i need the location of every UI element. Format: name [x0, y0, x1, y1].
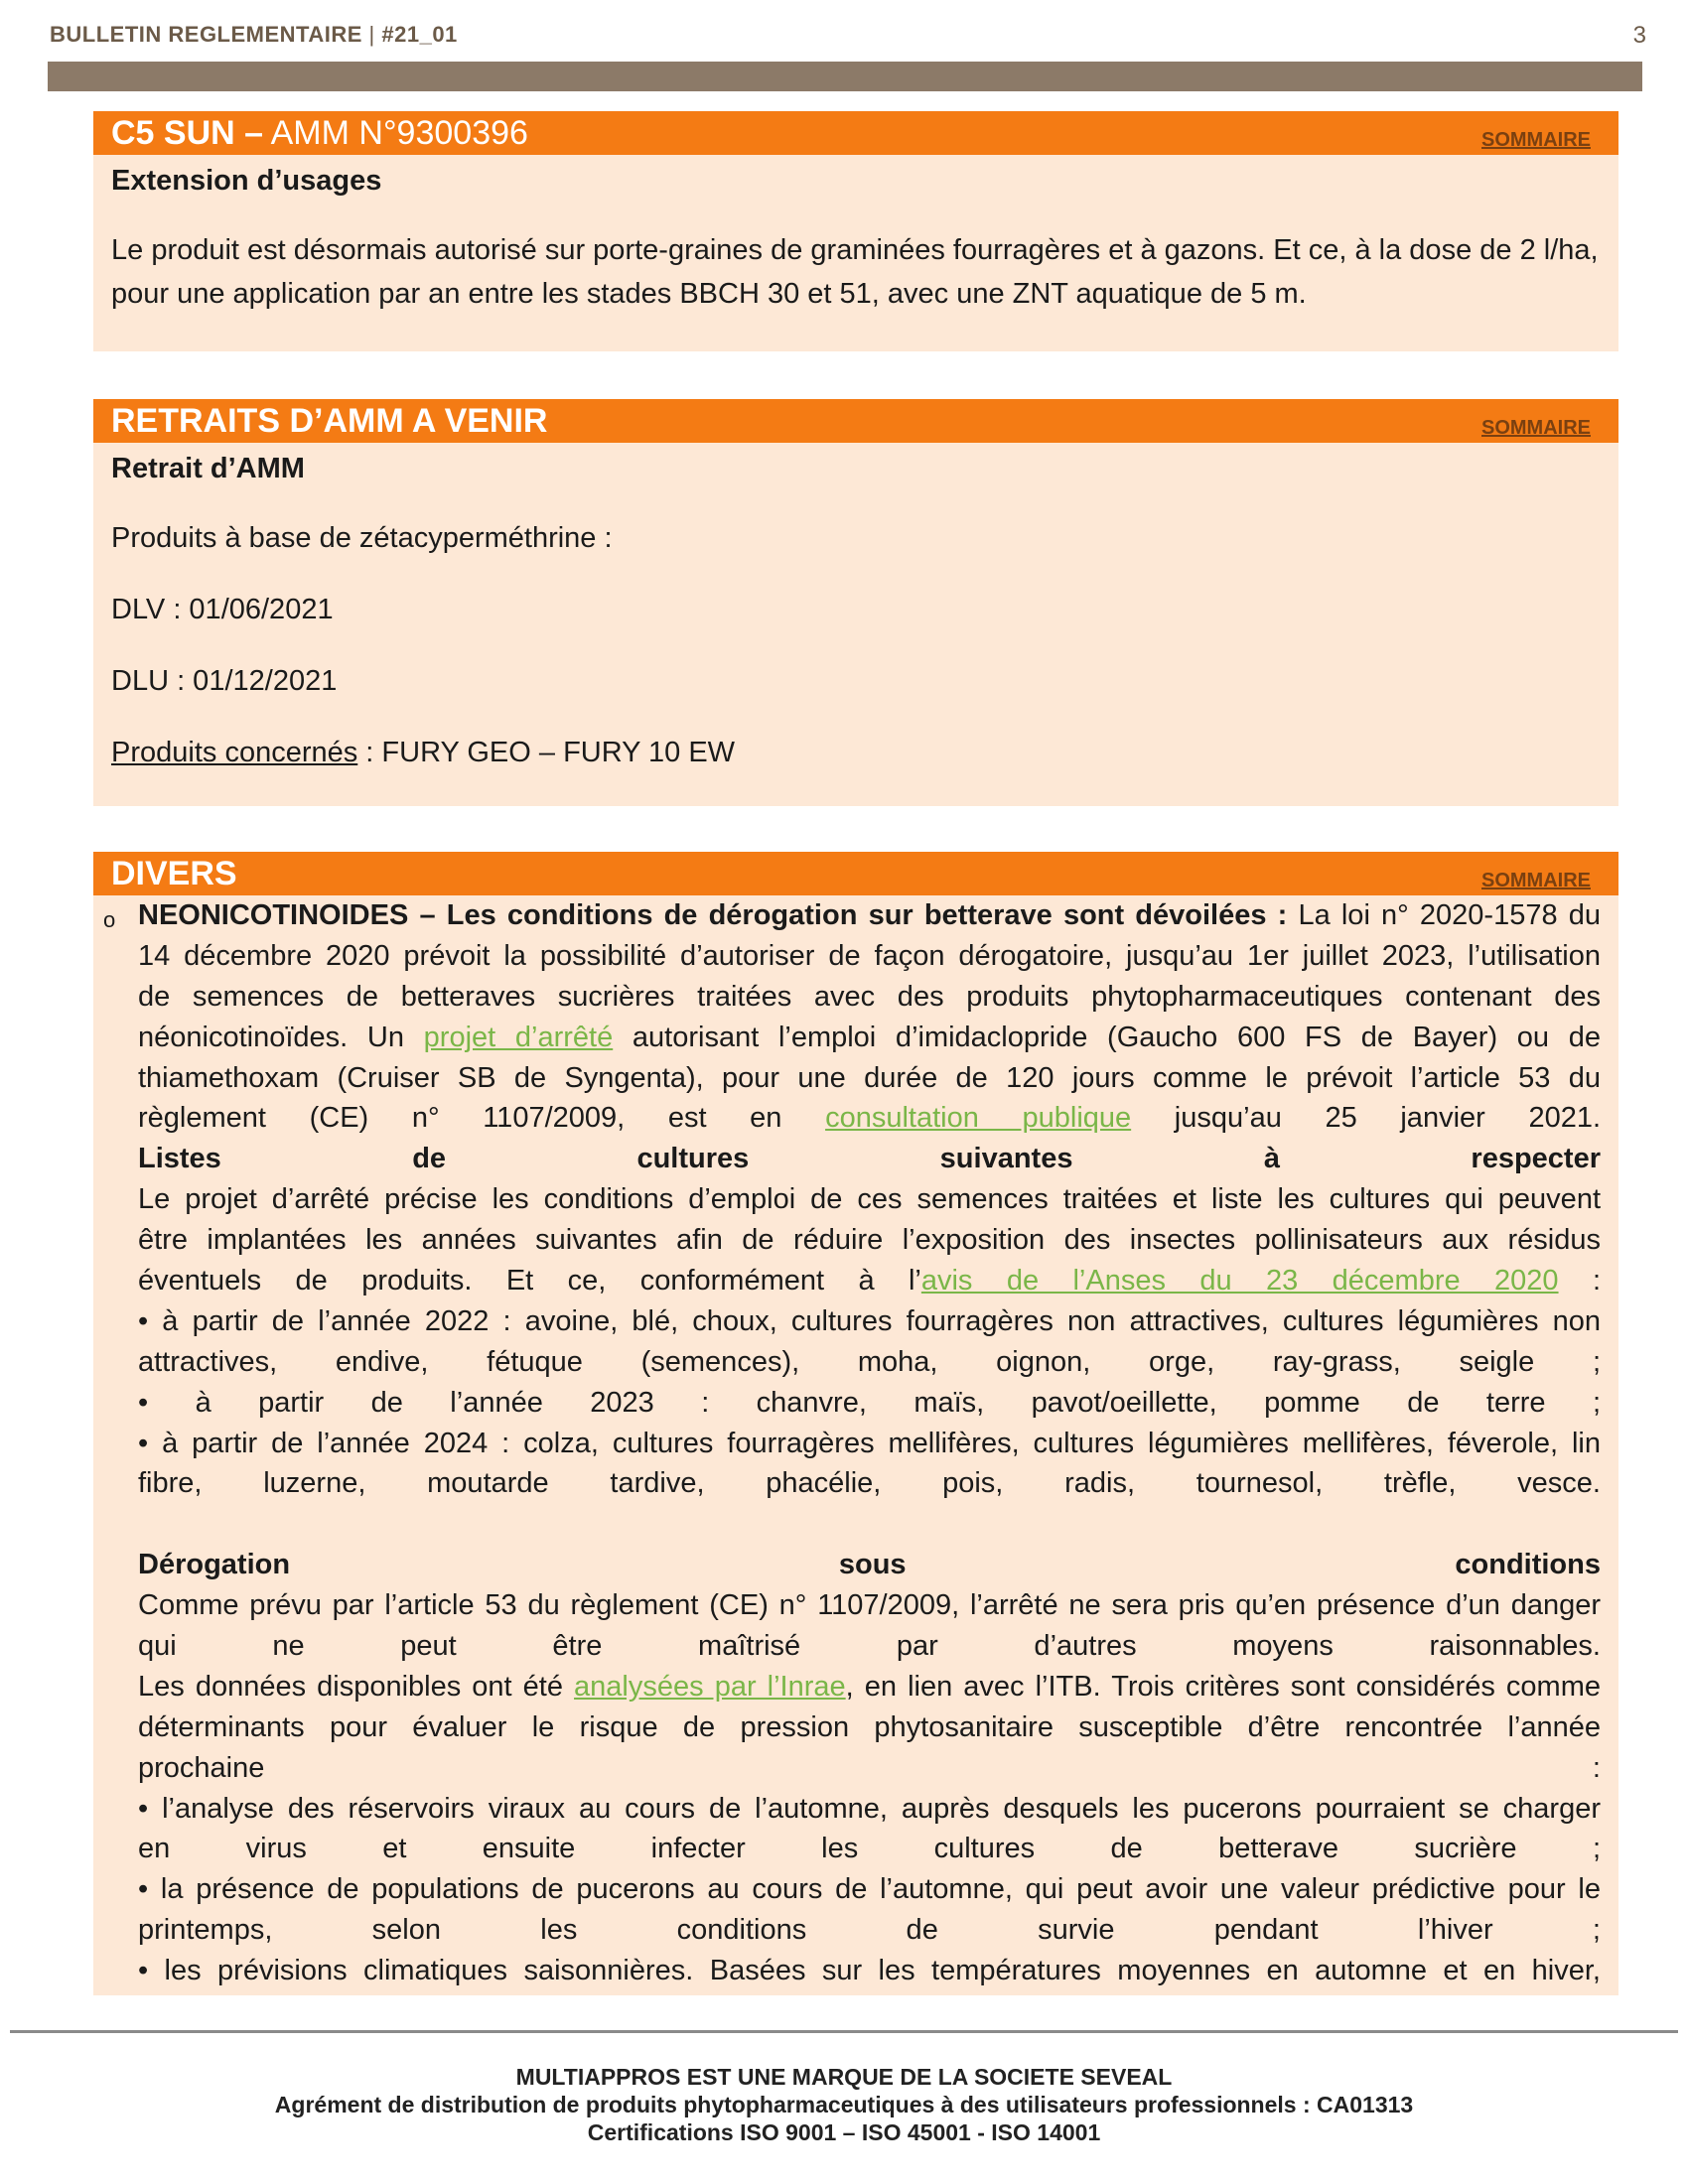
text-span: :	[1558, 1265, 1601, 1297]
text-span: , en lien avec l’ITB. Trois critères sont considérés comme	[845, 1670, 1601, 1703]
products-value: : FURY GEO – FURY 10 EW	[357, 737, 736, 768]
section-retraits-title: RETRAITS D’AMM A VENIR	[111, 402, 548, 440]
consultation-publique-link[interactable]: consultation publique	[825, 1102, 1132, 1135]
bulletin-issue: #21_01	[381, 22, 458, 47]
subheading-derogation: Dérogation sous conditions	[138, 1549, 1601, 1581]
text-line: prochaine :	[138, 1751, 1601, 1784]
text-line: 14 décembre 2020 prévoit la possibilité d’autoriser de façon dérogatoire, jusqu’au 1er juillet 2023, l’utilisation	[138, 939, 1601, 972]
text-line	[138, 1018, 1601, 1058]
section-c5-sun-title	[111, 115, 528, 151]
text-line	[138, 1667, 1601, 1707]
dlv-line: DLV : 01/06/2021	[111, 594, 334, 625]
section-divers-header	[93, 852, 1618, 895]
section-divers-title: DIVERS	[111, 855, 237, 892]
list-item: • la présence de populations de pucerons au cours de l’automne, qui peut avoir une valeur prédictive pour le	[138, 1873, 1601, 1906]
text-span: jusqu’au 25 janvier 2021.	[1131, 1102, 1601, 1135]
footer	[0, 2063, 1688, 2146]
sommaire-link[interactable]: SOMMAIRE	[1481, 870, 1591, 891]
spacer	[138, 1504, 1601, 1545]
section-c5-sun	[93, 111, 1618, 351]
section-retraits-body	[93, 443, 1618, 820]
text-line: en virus et ensuite infecter les cultures de betterave sucrière ;	[138, 1833, 1601, 1865]
text-line: printemps, selon les conditions de survie pendant l’hiver ;	[138, 1914, 1601, 1947]
text-span: La loi n° 2020-1578 du	[1287, 899, 1601, 931]
subheading: Extension d’usages	[111, 165, 382, 197]
list-item: • à partir de l’année 2023 : chanvre, maïs, pavot/oeillette, pomme de terre ;	[138, 1386, 1601, 1419]
header-bar	[48, 62, 1642, 91]
paragraph: Produits à base de zétacyperméthrine :	[111, 522, 613, 554]
list-item: • à partir de l’année 2022 : avoine, blé, choux, cultures fourragères non attractives, cultures légumières non	[138, 1304, 1601, 1337]
text-line: de semences de betteraves sucrières traitées avec des produits phytopharmaceutiques contenant des	[138, 980, 1601, 1013]
text-line: déterminants pour évaluer le risque de pression phytosanitaire susceptible d’être rencontrée l’année	[138, 1710, 1601, 1743]
text-line: qui ne peut être maîtrisé par d’autres moyens raisonnables.	[138, 1630, 1601, 1663]
section-c5-sun-header	[93, 111, 1618, 155]
text-line: thiamethoxam (Cruiser SB de Syngenta), pour une durée de 120 jours comme le prévoit l’article 53 du	[138, 1061, 1601, 1094]
section-divers-body	[93, 895, 1618, 1991]
text-span: néonicotinoïdes. Un	[138, 1021, 424, 1053]
amm-number: AMM N°9300396	[263, 114, 528, 152]
bullet-marker: o	[103, 907, 116, 932]
neonic-title: NEONICOTINOIDES – Les conditions de dérogation sur betterave sont dévoilées :	[138, 899, 1288, 931]
footer-rule	[10, 2030, 1678, 2033]
text-line: fibre, luzerne, moutarde tardive, phacélie, pois, radis, tournesol, trèfle, vesce.	[138, 1467, 1601, 1500]
header-separator: |	[361, 22, 382, 47]
text-line	[138, 1098, 1601, 1139]
bulletin-title: BULLETIN REGLEMENTAIRE	[50, 22, 362, 47]
text-span: éventuels de produits. Et ce, conformément à l’	[138, 1265, 921, 1297]
inrae-link[interactable]: analysées par l’Inrae	[574, 1670, 846, 1703]
paragraph: Le produit est désormais autorisé sur porte-graines de graminées fourragères et à gazons. Et ce, à la dose de 2 l/ha, pour une application par an entre les stades BBCH 30 et 51, avec une ZNT aquatique de 5 m.	[111, 234, 1599, 310]
text-line	[138, 895, 1601, 936]
products-line	[111, 731, 1601, 774]
bulletin-header-title	[50, 22, 458, 48]
list-item: • l’analyse des réservoirs viraux au cours de l’automne, auprès desquels les pucerons pourraient se charger	[138, 1792, 1601, 1825]
text-line: attractives, endive, fétuque (semences), moha, oignon, orge, ray-grass, seigle ;	[138, 1345, 1601, 1378]
subheading-cultures: Listes de cultures suivantes à respecter	[138, 1143, 1601, 1175]
projet-arrete-link[interactable]: projet d’arrêté	[423, 1021, 614, 1053]
section-divers	[93, 852, 1618, 1995]
footer-agrement-line: Agrément de distribution de produits phytopharmaceutiques à des utilisateurs professionnels : CA01313	[274, 2092, 1414, 2117]
list-item: • les prévisions climatiques saisonnières. Basées sur les températures moyennes en automne et en hiver,	[138, 1955, 1601, 1987]
section-c5-sun-body	[93, 155, 1618, 361]
text-span: autorisant l’emploi d’imidaclopride (Gaucho 600 FS de Bayer) ou de	[613, 1021, 1601, 1053]
sommaire-link[interactable]: SOMMAIRE	[1481, 417, 1591, 439]
section-retraits-header	[93, 399, 1618, 443]
section-retraits	[93, 399, 1618, 806]
page-number: 3	[1632, 22, 1646, 49]
text-line	[138, 1261, 1601, 1301]
dlu-line: DLU : 01/12/2021	[111, 665, 338, 697]
product-name: C5 SUN –	[111, 114, 264, 152]
text-line: être implantées les années suivantes afin de réduire l’exposition des insectes pollinisateurs aux résidus	[138, 1224, 1601, 1257]
text-span: règlement (CE) n° 1107/2009, est en	[138, 1102, 826, 1135]
footer-certifications-line: Certifications ISO 9001 – ISO 45001 - ISO 14001	[587, 2119, 1101, 2145]
text-line: Comme prévu par l’article 53 du règlement (CE) n° 1107/2009, l’arrêté ne sera pris qu’en présence d’un danger	[138, 1589, 1601, 1622]
sommaire-link[interactable]: SOMMAIRE	[1481, 129, 1591, 151]
footer-brand-line: MULTIAPPROS EST UNE MARQUE DE LA SOCIETE SEVEAL	[515, 2064, 1173, 2090]
text-span: Les données disponibles ont été	[138, 1670, 575, 1703]
text-line: Le projet d’arrêté précise les conditions d’emploi de ces semences traitées et liste les cultures qui peuvent	[138, 1183, 1601, 1216]
subheading: Retrait d’AMM	[111, 453, 305, 484]
products-label: Produits concernés	[111, 737, 358, 768]
avis-anses-link[interactable]: avis de l’Anses du 23 décembre 2020	[920, 1265, 1559, 1297]
list-item: • à partir de l’année 2024 : colza, cultures fourragères mellifères, cultures légumières mellifères, féverole, lin	[138, 1427, 1601, 1459]
